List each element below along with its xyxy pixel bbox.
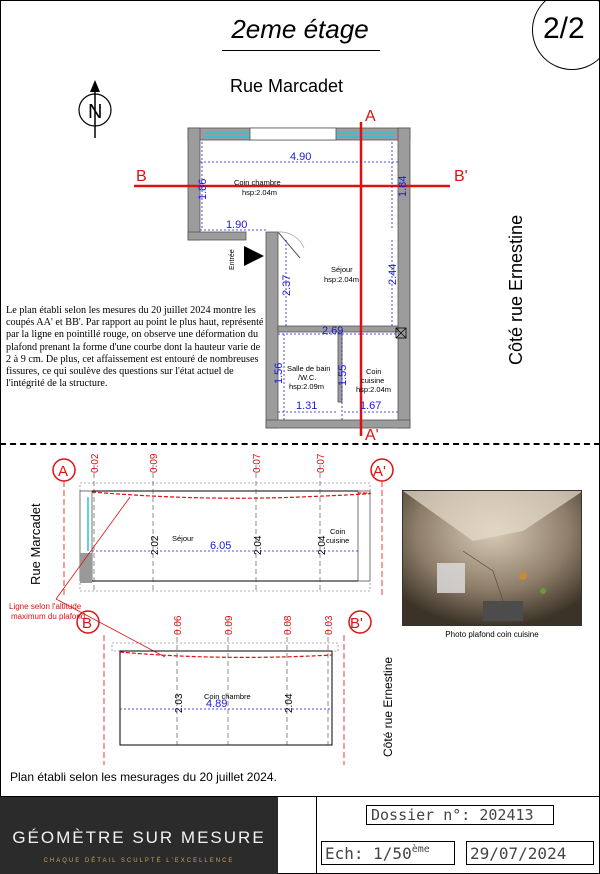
street-label-top: Rue Marcadet [230, 76, 344, 96]
section-aa-room-1: Séjour [172, 534, 194, 543]
plan-date: 29/07/2024 [466, 841, 594, 865]
section-bb-room: Coin chambre [204, 692, 251, 701]
room-chambre-hsp: hsp:2.04m [242, 188, 278, 197]
section-bb-ceiling-curve [120, 652, 332, 657]
scale-box [321, 841, 455, 865]
section-bb-deflection-3: 0.08 [283, 615, 294, 635]
section-b-prime-label: B' [454, 168, 468, 185]
footer-separator [316, 797, 317, 874]
entry-label: Entrée [229, 249, 236, 270]
section-aa-height-1: 2.02 [150, 535, 161, 555]
page-number: 2/2 [543, 12, 585, 45]
ceiling-photo-image [403, 491, 582, 626]
dim-left-height: 1.86 [197, 178, 209, 200]
room-cuisine-name-2: cuisine [361, 376, 385, 385]
section-aa-height-3: 2.04 [317, 535, 328, 555]
company-slogan: CHAQUE DÉTAIL SCULPTÉ L'EXCELLENCE [43, 858, 235, 864]
section-aa-deflection-2: 0.09 [149, 453, 160, 473]
dim-top-width: 4.90 [290, 151, 312, 163]
room-cuisine-name-1: Coin [366, 367, 382, 376]
callout-line-2: maximum du plafond [11, 612, 86, 621]
north-label: N [88, 101, 103, 123]
section-bb-deflection-1: 0.06 [173, 615, 184, 635]
description-text: Le plan établi selon les mesures du 20 juillet 2024 montre les coupés AA' et BB'. Par rapport au point le plus haut, représenté par la ligne en pointillé rouge, on observe une déformation du plafond prenant la forme d'une courbe dont la hauteur varie de 2 à 9 cm. De plus, cet affaissement est entouré de nombreuses fissures, ce qui soulève des questions sur l'état actuel de l'intégrité de la structure. [6, 305, 264, 390]
dim-sdb-height: 1.56 [273, 362, 285, 384]
dossier-number: Dossier n°: 202413 [366, 805, 554, 825]
page-title: 2eme étage [231, 14, 369, 44]
dim-right-height: 1.84 [397, 175, 409, 197]
section-bb-label-left: B [82, 615, 93, 632]
scale-value: Ech: 1/50 [325, 844, 412, 863]
section-aa-room-2a: Coin [330, 527, 346, 536]
room-sejour-hsp: hsp:2.04m [324, 275, 360, 284]
section-aa-length: 6.05 [210, 540, 232, 552]
measurement-note: Plan établi selon les mesurages du 20 juillet 2024. [10, 770, 277, 784]
section-aa-label-left: A [58, 463, 69, 480]
room-sdb-name-2: /W.C. [298, 373, 317, 382]
room-cuisine-hsp: hsp:2.04m [356, 385, 392, 394]
room-chambre-name: Coin chambre [234, 178, 281, 187]
dim-chambre-width: 1.90 [226, 219, 248, 231]
dim-cuisine-width: 1.67 [360, 400, 382, 412]
section-bb-deflection-4: 0.03 [324, 615, 335, 635]
section-a-prime-label: A' [365, 427, 379, 444]
dim-sejour-right: 2.44 [387, 263, 399, 285]
dim-cuisine-height: 1.55 [337, 364, 349, 386]
section-bb-label-right: B' [350, 615, 363, 632]
entry-arrow-icon [244, 246, 264, 266]
dim-middle-width: 2.69 [322, 325, 344, 337]
section-aa-deflection-4: 0.07 [316, 453, 327, 473]
street-label-right: Côté rue Ernestine [506, 214, 526, 365]
room-sejour-name: Séjour [331, 265, 353, 274]
section-aa-height-2: 2.04 [253, 535, 264, 555]
section-bb-deflection-2: 0.09 [224, 615, 235, 635]
room-sdb-hsp: hsp:2.09m [289, 382, 325, 391]
section-bb-height-1: 2.03 [174, 693, 185, 713]
section-b-label: B [136, 168, 147, 185]
scale-superscript: ème [411, 844, 430, 855]
section-aa-ceiling-curve [92, 492, 370, 498]
section-aa-deflection-3: 0.07 [252, 453, 263, 473]
section-aa-label-right: A' [373, 463, 386, 480]
section-bb-height-2: 2.04 [284, 693, 295, 713]
section-bb-length: 4.89 [206, 698, 228, 710]
section-a-label: A [365, 108, 376, 125]
dim-sejour-left: 2.37 [281, 274, 293, 296]
door-swing [278, 232, 300, 258]
section-bb-street: Côté rue Ernestine [381, 656, 395, 757]
section-aa-deflection-1: 0.02 [90, 453, 101, 473]
dim-sdb-width: 1.31 [296, 400, 318, 412]
company-name: GÉOMÈTRE SUR MESURE [12, 828, 266, 847]
section-aa-street: Rue Marcadet [28, 503, 43, 585]
section-aa-room-2b: cuisine [326, 536, 350, 545]
room-sdb-name-1: Salle de bain [287, 364, 331, 373]
photo-caption: Photo plafond coin cuisine [445, 630, 539, 639]
callout-line-1: Ligne selon l'altitude [9, 602, 82, 611]
ceiling-photo [402, 490, 582, 626]
